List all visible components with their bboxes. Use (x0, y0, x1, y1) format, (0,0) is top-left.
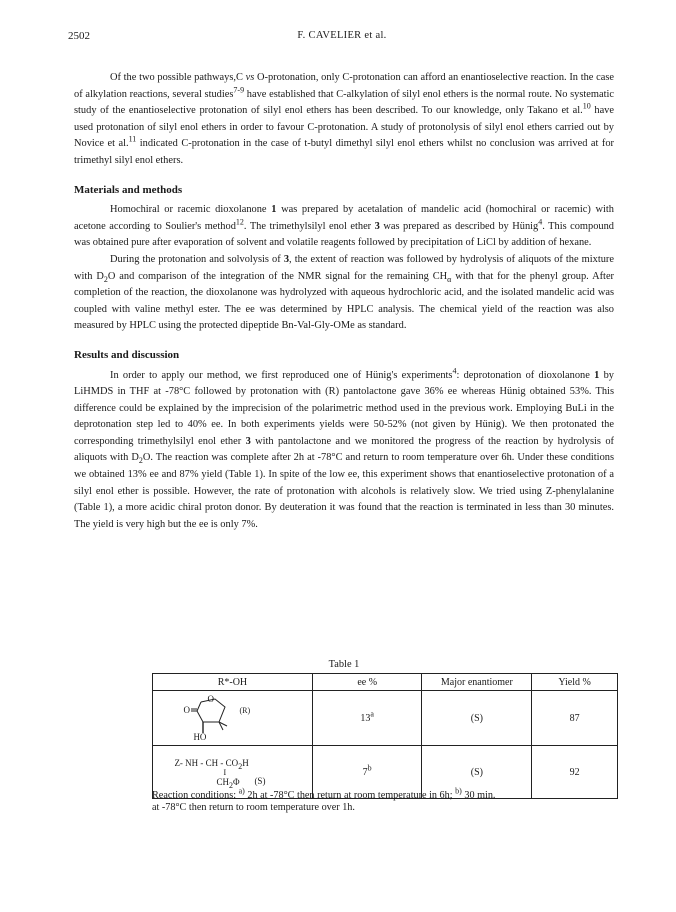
article-body (74, 70, 614, 533)
intro-paragraph: Of the two possible pathways,C vs O-protonation, only C-protonation can afford an enantioselective reaction. In the case of alkylation reactions, several studies$^{7-9}$ have established that C-alkylation of silyl enol ethers is the normal route. No systematic study of the enantioselective protonation of silyl enol ethers has been described. To our knowledge, only Takano et al.$^{10}$ have used protonation of silyl enol ethers in order to favour C-protonation. A study of protonolysis of silyl enol ethers carried out by Novice et al.$^{11}$ indicated C-protonation in the case of t-butyl dimethyl silyl enol ethers whilst no conclusion was arrived at for trimethyl silyl enol ethers. (74, 72, 614, 166)
column-header: ee % (312, 674, 422, 691)
table-footnote (152, 786, 622, 815)
configuration-label: (R) (239, 706, 251, 715)
major-enantiomer-cell: (S) (422, 746, 532, 799)
footnote-line-1: Reaction conditions: $^{a)}$ 2h at -78°C then return at room temperature in 6h; $^{b)}$ 30 min. (152, 786, 496, 801)
column-header: Major enantiomer (422, 674, 532, 691)
pantolactone-structure-cell (153, 691, 313, 746)
table-header-row (153, 674, 618, 691)
results-table (152, 673, 618, 799)
footnote-marker: b (367, 763, 372, 773)
lactone-ring-drawing (173, 693, 291, 743)
zphe-configuration: (S) (254, 776, 266, 786)
footnote-line-2: at -78°C then return to room temperature over 1h. (152, 802, 355, 814)
column-header: R*-OH (153, 674, 313, 691)
column-header: Yield % (532, 674, 618, 691)
yield-cell: 87 (532, 691, 618, 746)
hydroxyl-label: HO (193, 732, 207, 742)
zphe-line-3: $CH_2\Phi$ (216, 777, 240, 790)
citation: 4 (452, 366, 457, 376)
zphe-line-1: Z- NH - CH - $CO_2H$ (174, 758, 249, 771)
materials-paragraph-1: Homochiral or racemic dioxolanone 1 was prepared by acetalation of mandelic acid (homochiral or racemic) with acetone according to Soulier's method$^{12}$. The trimethylsilyl enol ether 3 was prepared as described by Hünig$^4$. This compound was obtained pure after evaporation of solvent and volatile reagents followed by precipitation of LiCl by addition of hexane. (74, 204, 614, 249)
section-heading-results: Results and discussion (74, 348, 180, 361)
table-caption: Table 1 (328, 659, 360, 670)
table-row (153, 691, 618, 746)
materials-paragraph-2: During the protonation and solvolysis of 3, the extent of reaction was followed by hydrolysis of aliquots of the mixture with $D_2O$ and comparison of the integration of the NMR signal for the remaining $CH_\alpha$ with that for the phenyl group. After completion of the reaction, the dioxolanone was hydrolyzed with aqueous hydrochloric acid, and the isolated mandelic acid was coupled with valine methyl ester. The ee was determined by HPLC analysis. The chemical yield of the reaction was also measured by HPLC using the protected dipeptide Bn-Val-Gly-OMe as standard. (74, 253, 615, 332)
citation: 10 (582, 101, 591, 111)
ring-oxygen-label: O (207, 694, 214, 704)
footnote-marker: a (370, 709, 374, 719)
citation: 7-9 (233, 85, 245, 95)
citation: 4 (538, 217, 543, 227)
running-title: F. CAVELIER et al. (297, 30, 387, 41)
page-header (68, 30, 616, 46)
zphe-bond: I (223, 768, 227, 777)
z-phenylalanine-structure (168, 750, 296, 794)
citation: 12 (235, 217, 244, 227)
citation: 11 (128, 134, 137, 144)
ee-cell: 13$^a$ (312, 691, 422, 746)
ee-cell: 7$^b$ (312, 746, 422, 799)
results-paragraph: In order to apply our method, we first reproduced one of Hünig's experiments$^4$: deprotonation of dioxolanone 1 by LiHMDS in THF at -78°C followed by protonation with (R) pantolactone gave 36% ee whereas Hünig obtained 53%. This difference could be explained by the imprecision of the polarimetric method used in the previous work. Employing BuLi in the deprotonation step led to 40% ee. In both experiments yields were 50-52% (not given by Hünig). We then protonated the corresponding trimethylsilyl enol ether 3 with pantolactone and we monitored the progress of the reaction by hydrolysis of aliquots with $D_2O$. The reaction was complete after 2h at -78°C and return to room temperature over 6h. Under these conditions we obtained 13% ee and 87% yield (Table 1). In spite of the low ee, this experiment shows that enantioselective protonation of a silyl enol ether is possible. However, the rate of protonation with alcohols is relatively slow. We tried using Z-phenylalanine (Table 1), a more acidic chiral proton donor. By deuteration it was found that the reaction is terminated in less than 30 minutes. The yield is very high but the ee is only 7%. (74, 366, 615, 530)
yield-cell: 92 (532, 746, 618, 799)
major-enantiomer-cell: (S) (422, 691, 532, 746)
pantolactone-structure (173, 693, 291, 743)
carbonyl-oxygen-label: O (183, 705, 190, 715)
page-number: 2502 (68, 30, 90, 42)
section-heading-materials: Materials and methods (74, 183, 183, 196)
